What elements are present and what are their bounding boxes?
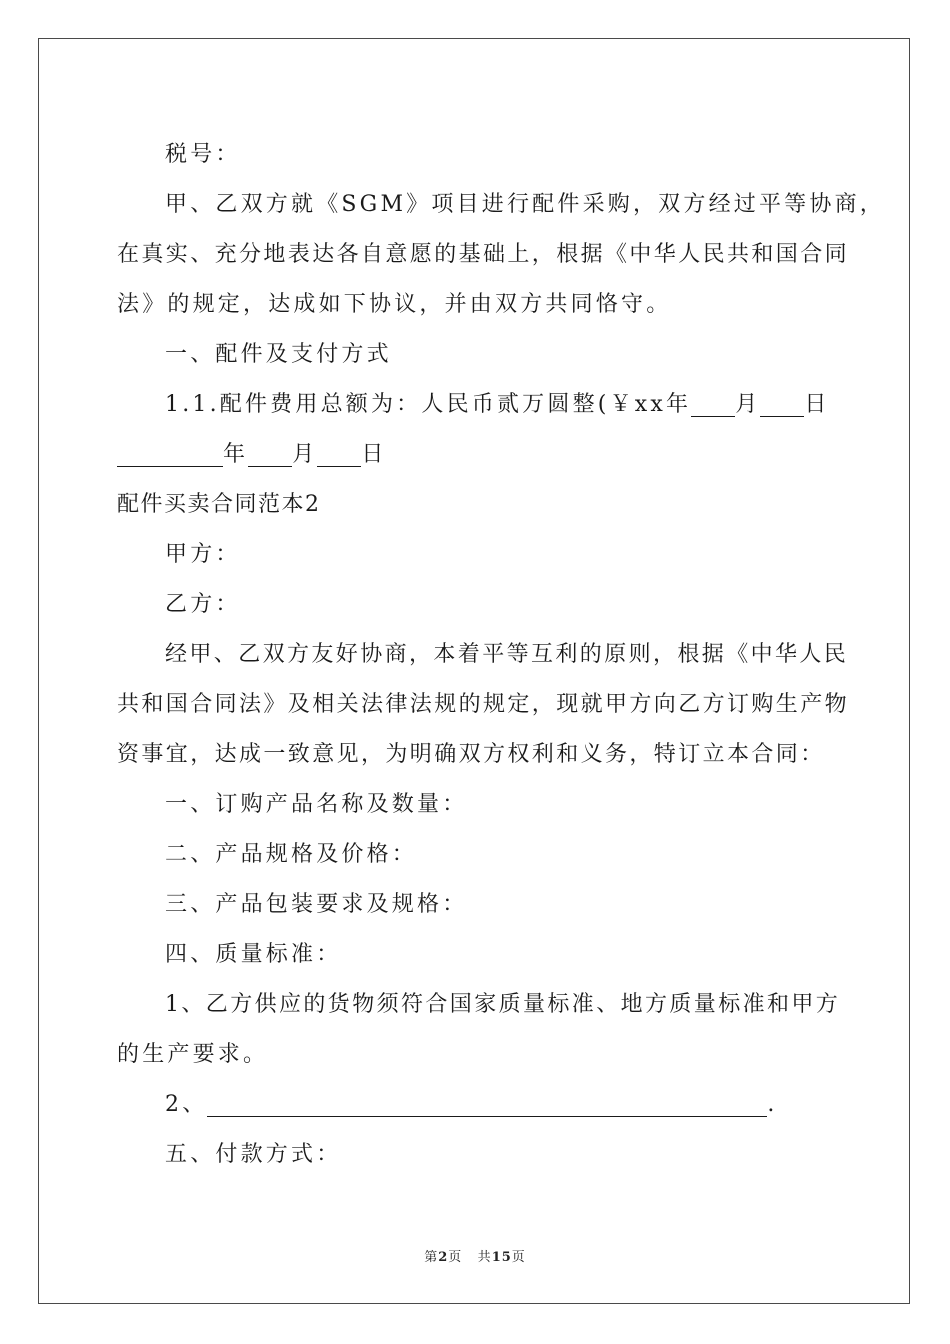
clause-blank-line <box>117 1080 833 1130</box>
clause-end-mark: . <box>767 1092 778 1117</box>
paragraph-line: 经甲、乙双方友好协商，本着平等互利的原则，根据《中华人民 <box>165 642 849 667</box>
total-suffix: 页 <box>511 1250 526 1265</box>
paragraph-line: 在真实、充分地表达各自意愿的基础上，根据《中华人民共和国合同 <box>117 242 850 267</box>
total-prefix: 共 <box>477 1250 492 1265</box>
page-suffix: 页 <box>448 1250 463 1265</box>
month-label: 月 <box>292 442 318 467</box>
paragraph-line: 1、乙方供应的货物须符合国家质量标准、地方质量标准和甲方 <box>165 992 841 1017</box>
section-heading: 三、产品包装要求及规格： <box>165 892 468 917</box>
day-label: 日 <box>361 442 387 467</box>
month-label: 月 <box>735 392 761 417</box>
year-label: 年 <box>223 442 249 467</box>
page-footer <box>0 1246 950 1265</box>
paragraph-line: 资事宜，达成一致意见，为明确双方权利和义务，特订立本合同： <box>117 742 825 767</box>
date-line <box>117 430 833 480</box>
section-heading: 二、产品规格及价格： <box>165 842 418 867</box>
fill-in-blank <box>760 388 804 417</box>
paragraph-line: 的生产要求。 <box>117 1042 269 1067</box>
payment-amount-line <box>117 380 833 430</box>
paragraph-line: 法》的规定，达成如下协议，并由双方共同恪守。 <box>117 292 672 317</box>
document-title: 配件买卖合同范本2 <box>117 492 321 517</box>
party-a-line: 甲方： <box>165 542 241 567</box>
tax-id-line: 税号： <box>165 142 241 167</box>
payment-amount-text: 1.1.配件费用总额为：人民币贰万圆整(￥xx年 <box>165 392 692 417</box>
day-label: 日 <box>804 392 830 417</box>
section-heading: 五、付款方式： <box>165 1142 342 1167</box>
fill-in-blank <box>691 388 735 417</box>
section-heading: 四、质量标准： <box>165 942 342 967</box>
party-b-line: 乙方： <box>165 592 241 617</box>
fill-in-blank <box>317 438 361 467</box>
page-number: 2 <box>438 1250 449 1265</box>
page-prefix: 第 <box>424 1250 439 1265</box>
section-heading: 一、订购产品名称及数量： <box>165 792 468 817</box>
total-pages: 15 <box>491 1250 512 1265</box>
fill-in-blank <box>117 438 223 467</box>
section-heading: 一、配件及支付方式 <box>165 342 392 367</box>
document-body <box>117 130 885 1180</box>
paragraph-line: 甲、乙双方就《SGM》项目进行配件采购，双方经过平等协商， <box>165 192 885 217</box>
fill-in-blank <box>248 438 292 467</box>
fill-in-blank <box>207 1088 767 1117</box>
paragraph-line: 共和国合同法》及相关法律法规的规定，现就甲方向乙方订购生产物 <box>117 692 850 717</box>
clause-number: 2、 <box>165 1092 208 1117</box>
